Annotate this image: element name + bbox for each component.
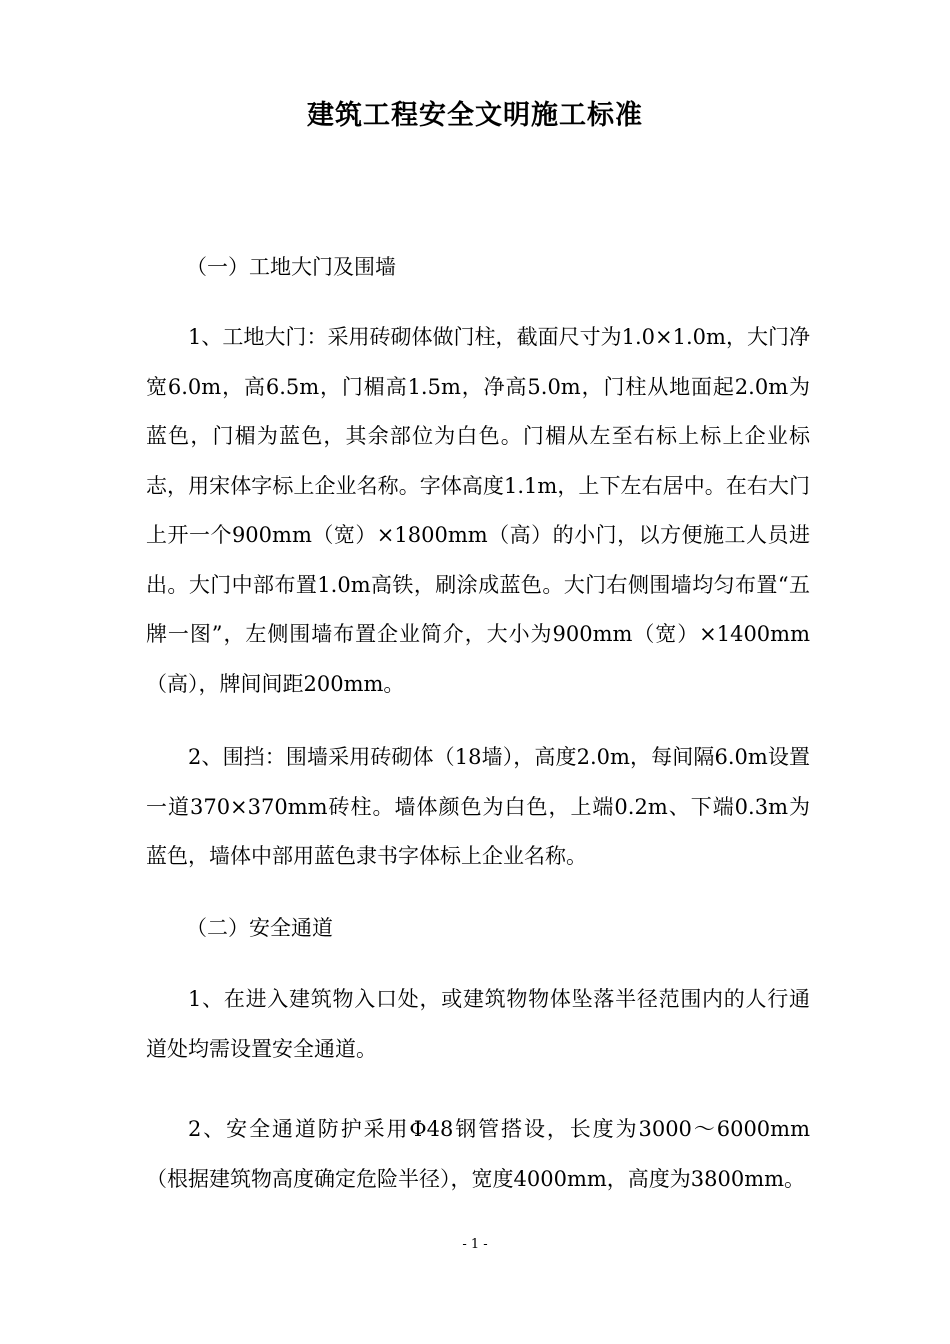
paragraph-gate: 1、工地大门：采用砖砌体做门柱，截面尺寸为1.0×1.0m，大门净宽6.0m，高6.5m，门楣高1.5m，净高5.0m，门柱从地面起2.0m为蓝色，门楣为蓝色，其余部位为白色。门楣从左至右标上标上企业标志，用宋体字标上企业名称。字体高度1.1m，上下左右居中。在右大门上开一个900mm（宽）×1800mm（高）的小门，以方便施工人员进出。大门中部布置1.0m高铁，刷涂成蓝色。大门右侧围墙均匀布置“五牌一图”，左侧围墙布置企业简介，大小为900mm（宽）×1400mm（高），牌间间距200mm。 (146, 325, 810, 696)
paragraph-enclosure: 2、围挡：围墙采用砖砌体（18墙），高度2.0m，每间隔6.0m设置一道370×370mm砖柱。墙体颜色为白色，上端0.2m、下端0.3m为蓝色，墙体中部用蓝色隶书字体标上企业名称。 (146, 745, 810, 868)
paragraph-passage-construction: 2、安全通道防护采用Φ48钢管搭设，长度为3000～6000mm（根据建筑物高度确定危险半径），宽度4000mm，高度为3800mm。 (146, 1117, 810, 1191)
section-heading-gate-and-wall: （一）工地大门及围墙 (186, 255, 396, 279)
section-heading-safety-passage: （二）安全通道 (186, 916, 333, 940)
paragraph-passage-location: 1、在进入建筑物入口处，或建筑物物体坠落半径范围内的人行通道处均需设置安全通道。 (146, 987, 810, 1061)
page-number: - 1 - (462, 1237, 488, 1252)
document-title: 建筑工程安全文明施工标准 (307, 100, 643, 131)
